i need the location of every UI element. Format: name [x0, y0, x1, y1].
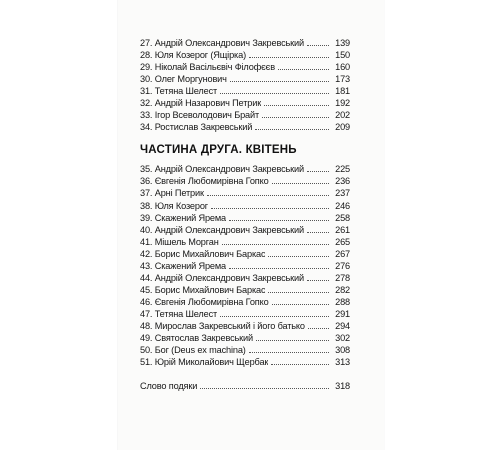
- toc-page-number: 258: [335, 212, 350, 223]
- toc-entry-title: 47. Тетяна Шелест: [140, 308, 218, 319]
- toc-row: [140, 344, 350, 356]
- toc-entry-title: 40. Андрій Олександрович Закревський: [140, 224, 305, 235]
- toc-entry-title: 33. Ігор Всеволодович Брайт: [140, 110, 260, 121]
- toc-page-number: 294: [335, 320, 350, 331]
- leader-dots: [262, 117, 329, 118]
- leader-dots: [271, 364, 329, 365]
- toc-page-number: 237: [335, 188, 350, 199]
- toc-page-number: 276: [335, 260, 350, 271]
- toc-page-number: 261: [335, 224, 350, 235]
- toc-row: [140, 236, 350, 248]
- toc-part-one-list: [140, 37, 350, 133]
- toc-page-number: 246: [335, 200, 350, 211]
- toc-entry-title: 41. Мішель Морган: [140, 236, 219, 247]
- leader-dots: [307, 280, 329, 281]
- toc-row: [140, 61, 350, 73]
- toc-page-number: 318: [335, 381, 350, 392]
- toc-page-number: 225: [335, 164, 350, 175]
- toc-entry-title: 50. Бог (Deus ex machina): [140, 345, 246, 356]
- toc-row: [140, 187, 350, 199]
- leader-dots: [307, 45, 329, 46]
- toc-page-number: 139: [335, 38, 350, 48]
- table-of-contents: [140, 37, 350, 392]
- toc-entry-title: 48. Мирослав Закревський і його батько: [140, 320, 305, 331]
- toc-entry-title: 43. Скажений Ярема: [140, 260, 227, 271]
- leader-dots: [220, 316, 329, 317]
- toc-row: [140, 37, 350, 49]
- toc-page-number: 265: [335, 236, 350, 247]
- toc-row: [140, 97, 350, 109]
- toc-row: [140, 284, 350, 296]
- toc-entry-title: 31. Тетяна Шелест: [140, 86, 218, 97]
- toc-page-number: 202: [335, 110, 350, 121]
- toc-row: [140, 320, 350, 332]
- toc-entry-title: 28. Юля Козерог (Ящірка): [140, 50, 246, 61]
- toc-page-number: 308: [335, 345, 350, 356]
- toc-entry-title: 32. Андрій Назарович Петрик: [140, 98, 262, 109]
- section-heading: ЧАСТИНА ДРУГА. КВІТЕНЬ: [140, 144, 297, 157]
- toc-row: [140, 212, 350, 224]
- toc-entry-title: 38. Юля Козерог: [140, 200, 208, 211]
- leader-dots: [230, 81, 329, 82]
- toc-entry-title: Слово подяки: [140, 381, 198, 392]
- leader-dots: [249, 57, 329, 58]
- toc-entry-title: 51. Юрій Миколайович Щербак: [140, 357, 269, 368]
- toc-page-number: 209: [335, 122, 350, 133]
- leader-dots: [249, 352, 329, 353]
- toc-page-number: 160: [335, 62, 350, 73]
- toc-page-number: 181: [335, 86, 350, 97]
- toc-row: [140, 200, 350, 212]
- leader-dots: [220, 93, 329, 94]
- leader-dots: [278, 69, 329, 70]
- leader-dots: [308, 328, 329, 329]
- toc-page-number: 236: [335, 176, 350, 187]
- toc-page-number: 313: [335, 357, 350, 368]
- toc-entry-title: 42. Борис Михайлович Баркас: [140, 248, 266, 259]
- toc-page-number: 150: [335, 50, 350, 61]
- toc-row: [140, 248, 350, 260]
- leader-dots: [229, 268, 329, 269]
- toc-row: [140, 308, 350, 320]
- toc-row: [140, 121, 350, 133]
- leader-dots: [272, 304, 329, 305]
- toc-entry-title: 46. Євгенія Любомирівна Гопко: [140, 296, 269, 307]
- toc-row: [140, 49, 350, 61]
- toc-entry-title: 35. Андрій Олександрович Закревський: [140, 164, 305, 175]
- toc-row: [140, 260, 350, 272]
- leader-dots: [211, 208, 329, 209]
- leader-dots: [222, 244, 329, 245]
- toc-row: [140, 85, 350, 97]
- leader-dots: [255, 129, 329, 130]
- toc-entry-title: 44. Андрій Олександрович Закревський: [140, 272, 305, 283]
- toc-entry-title: 49. Святослав Закревський: [140, 333, 254, 344]
- leader-dots: [307, 232, 329, 233]
- leader-dots: [272, 183, 329, 184]
- leader-dots: [307, 171, 329, 172]
- toc-entry-title: 39. Скажений Ярема: [140, 212, 227, 223]
- toc-row: [140, 73, 350, 85]
- toc-row: [140, 272, 350, 284]
- leader-dots: [256, 340, 329, 341]
- leader-dots: [200, 388, 329, 389]
- leader-dots: [268, 256, 329, 257]
- toc-row: [140, 332, 350, 344]
- toc-page-number: 291: [335, 308, 350, 319]
- toc-part-two-list: [140, 163, 350, 368]
- toc-row-acknowledgements: [140, 380, 350, 392]
- toc-entry-title: 34. Ростислав Закревський: [140, 122, 253, 133]
- toc-row: [140, 224, 350, 236]
- toc-page-number: 288: [335, 296, 350, 307]
- toc-page-number: 282: [335, 284, 350, 295]
- toc-row: [140, 175, 350, 187]
- toc-entry-title: 30. Олег Моргунович: [140, 74, 227, 85]
- leader-dots: [264, 105, 329, 106]
- toc-row: [140, 356, 350, 368]
- toc-row: [140, 109, 350, 121]
- toc-page-number: 192: [335, 98, 350, 109]
- toc-row: [140, 163, 350, 175]
- spacer: [140, 368, 350, 380]
- toc-entry-title: 36. Євгенія Любомирівна Гопко: [140, 176, 269, 187]
- toc-page-number: 173: [335, 74, 350, 85]
- leader-dots: [268, 292, 329, 293]
- toc-page-number: 278: [335, 272, 350, 283]
- leader-dots: [207, 195, 329, 196]
- toc-page-number: 267: [335, 248, 350, 259]
- toc-entry-title: 29. Ніколай Васільєвіч Філофєєв: [140, 62, 275, 73]
- toc-page-number: 302: [335, 333, 350, 344]
- toc-entry-title: 37. Арні Петрик: [140, 188, 204, 199]
- leader-dots: [229, 220, 329, 221]
- toc-row: [140, 296, 350, 308]
- toc-entry-title: 27. Андрій Олександрович Закревський: [140, 38, 305, 48]
- toc-entry-title: 45. Борис Михайлович Баркас: [140, 284, 266, 295]
